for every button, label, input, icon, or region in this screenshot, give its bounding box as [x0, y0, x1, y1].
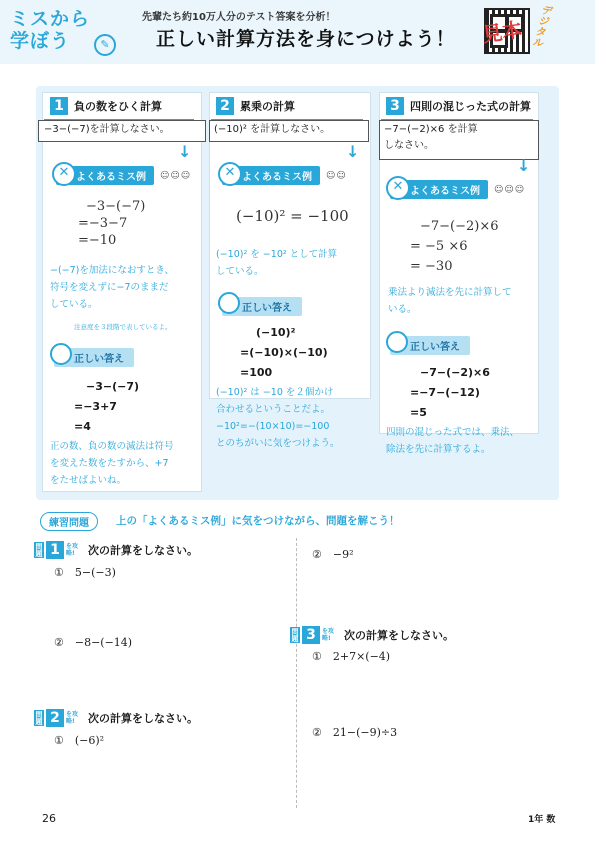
practice-instruction-text: 次の計算をしなさい。: [88, 712, 198, 725]
cross-icon: ✕: [218, 162, 242, 186]
digital-badge: デジタル: [530, 3, 555, 50]
caution-faces-icon: ☺☺☺: [160, 170, 192, 181]
practice-1-heading: [34, 541, 198, 559]
example-prompt: −3−(−7)を計算しなさい。: [44, 124, 170, 135]
example-title: 四則の混じった式の計算: [410, 100, 531, 113]
tip-line: とのちがいに気をつけよう。: [216, 438, 340, 449]
magnifier-icon: [386, 331, 408, 353]
problem-item[interactable]: ② −9²: [312, 548, 354, 561]
example-2-heading: [216, 97, 295, 115]
mistake-label-text: よくあるミス例: [56, 166, 154, 185]
correct-tip: [386, 424, 519, 458]
tip-line: 除法を先に計算するよ。: [386, 444, 491, 455]
problem-item[interactable]: ① 2+7×(−4): [312, 650, 391, 663]
prompt-line: しなさい。: [384, 140, 434, 151]
mistake-explanation: [388, 284, 512, 318]
problem-tag: 問題: [35, 711, 43, 725]
correct-line: =5: [410, 406, 427, 419]
mistake-explanation: [216, 246, 337, 280]
practice-number: 2: [46, 709, 64, 727]
explanation-line: (−10)² を −10² として計算: [216, 249, 338, 260]
magnifier-icon: [50, 343, 72, 365]
correct-line: =−7−(−12): [410, 386, 480, 399]
correct-line: −3−(−7): [86, 380, 140, 393]
cross-icon: ✕: [52, 162, 76, 186]
sample-stamp: 見本: [480, 17, 524, 47]
tip-line: 四則の混じった式では、乗法、: [386, 427, 520, 438]
handwritten-line: = −30: [410, 259, 453, 274]
example-prompt: [384, 122, 478, 154]
example-number: 2: [216, 97, 234, 115]
practice-tag: 練習問題: [40, 512, 98, 531]
mistake-label-text: よくあるミス例: [390, 180, 488, 199]
handwritten-line: −7−(−2)×6: [420, 219, 499, 234]
page-number: 26: [42, 812, 56, 825]
handwritten-line: =−10: [78, 233, 117, 248]
correct-tip: [216, 384, 340, 452]
explanation-line: いる。: [388, 304, 417, 315]
prompt-line: −7−(−2)×6 を計算: [384, 124, 478, 135]
explanation-line: している。: [50, 299, 98, 310]
explanation-line: −(−7)を加法になおすとき、: [50, 265, 174, 276]
page-title: 正しい計算方法を身につけよう！: [156, 28, 456, 50]
caution-note: 注意度を３段階で表しているよ。: [74, 323, 172, 331]
handwritten-line: −3−(−7): [86, 199, 146, 214]
practice-3-heading: [290, 626, 454, 644]
practice-instruction-text: 次の計算をしなさい。: [88, 544, 198, 557]
correct-line: =4: [74, 420, 91, 433]
example-title: 累乗の計算: [240, 100, 295, 113]
problem-item[interactable]: ② 21−(−9)÷3: [312, 726, 398, 739]
correct-label: [54, 348, 134, 367]
correct-line: =(−10)×(−10): [240, 346, 328, 359]
header-subtitle: 先輩たち約10万人分のテスト答案を分析！: [142, 12, 336, 23]
kouryaku-label: を攻略!: [322, 628, 335, 642]
example-number: 3: [386, 97, 404, 115]
correct-label: [390, 336, 470, 355]
mistake-label-text: よくあるミス例: [222, 166, 320, 185]
example-prompt: (−10)² を計算しなさい。: [214, 124, 331, 135]
correct-line: −7−(−2)×6: [420, 366, 490, 379]
magnifier-icon: [218, 292, 240, 314]
explanation-line: 符号を変えずに−7のままだ: [50, 282, 169, 293]
caution-faces-icon: ☺☺☺: [494, 184, 526, 195]
tip-line: 正の数、負の数の減法は符号: [50, 441, 174, 452]
tip-line: をたせばよいね。: [50, 475, 127, 486]
handwritten-line: (−10)² = −100: [236, 207, 349, 225]
correct-label-text: 正しい答え: [222, 297, 302, 316]
column-divider: [296, 538, 297, 808]
kouryaku-label: を攻略!: [66, 543, 79, 557]
correct-label-text: 正しい答え: [54, 348, 134, 367]
problem-item[interactable]: ② −8−(−14): [54, 636, 133, 649]
mistake-label: [222, 166, 347, 185]
correct-label-text: 正しい答え: [390, 336, 470, 355]
kouryaku-label: を攻略!: [66, 711, 79, 725]
example-1-heading: [50, 97, 162, 115]
example-title: 負の数をひく計算: [74, 100, 162, 113]
pencil-icon: ✎: [94, 34, 116, 56]
problem-tag: 問題: [35, 543, 43, 557]
explanation-line: している。: [216, 266, 264, 277]
correct-line: (−10)²: [256, 326, 296, 339]
tip-line: (−10)² は −10 を２個かけ: [216, 387, 334, 398]
correct-line: =100: [240, 366, 273, 379]
arrow-down-icon: ↓: [517, 156, 531, 175]
logo-text: ミスから学ぼう: [10, 8, 91, 52]
practice-instruction: 上の「よくあるミス例」に気をつけながら、問題を解こう！: [116, 515, 400, 527]
problem-tag: 問題: [291, 628, 299, 642]
practice-2-heading: [34, 709, 198, 727]
mistake-label: [56, 166, 191, 185]
mistake-label: [390, 180, 525, 199]
handwritten-line: =−3−7: [78, 216, 128, 231]
problem-item[interactable]: ① 5−(−3): [54, 566, 116, 579]
tip-line: 合わせるということだよ。: [216, 404, 331, 415]
caution-faces-icon: ☺☺: [326, 170, 347, 181]
tip-line: −10²=−(10×10)=−100: [216, 421, 330, 432]
example-3-heading: [386, 97, 531, 115]
explanation-line: 乗法より減法を先に計算して: [388, 287, 512, 298]
correct-line: =−3+7: [74, 400, 117, 413]
example-number: 1: [50, 97, 68, 115]
practice-instruction-text: 次の計算をしなさい。: [344, 629, 454, 642]
mistake-explanation: [50, 262, 174, 313]
correct-label: [222, 297, 302, 316]
handwritten-line: = −5 ×6: [410, 239, 468, 254]
practice-number: 3: [302, 626, 320, 644]
practice-number: 1: [46, 541, 64, 559]
correct-tip: [50, 438, 174, 489]
cross-icon: ✕: [386, 176, 410, 200]
tip-line: を変えた数をたすから、+7: [50, 458, 169, 469]
grade-label: 1年 数: [528, 815, 556, 825]
arrow-down-icon: ↓: [178, 142, 192, 161]
arrow-down-icon: ↓: [346, 142, 360, 161]
problem-item[interactable]: ① (−6)²: [54, 734, 105, 747]
